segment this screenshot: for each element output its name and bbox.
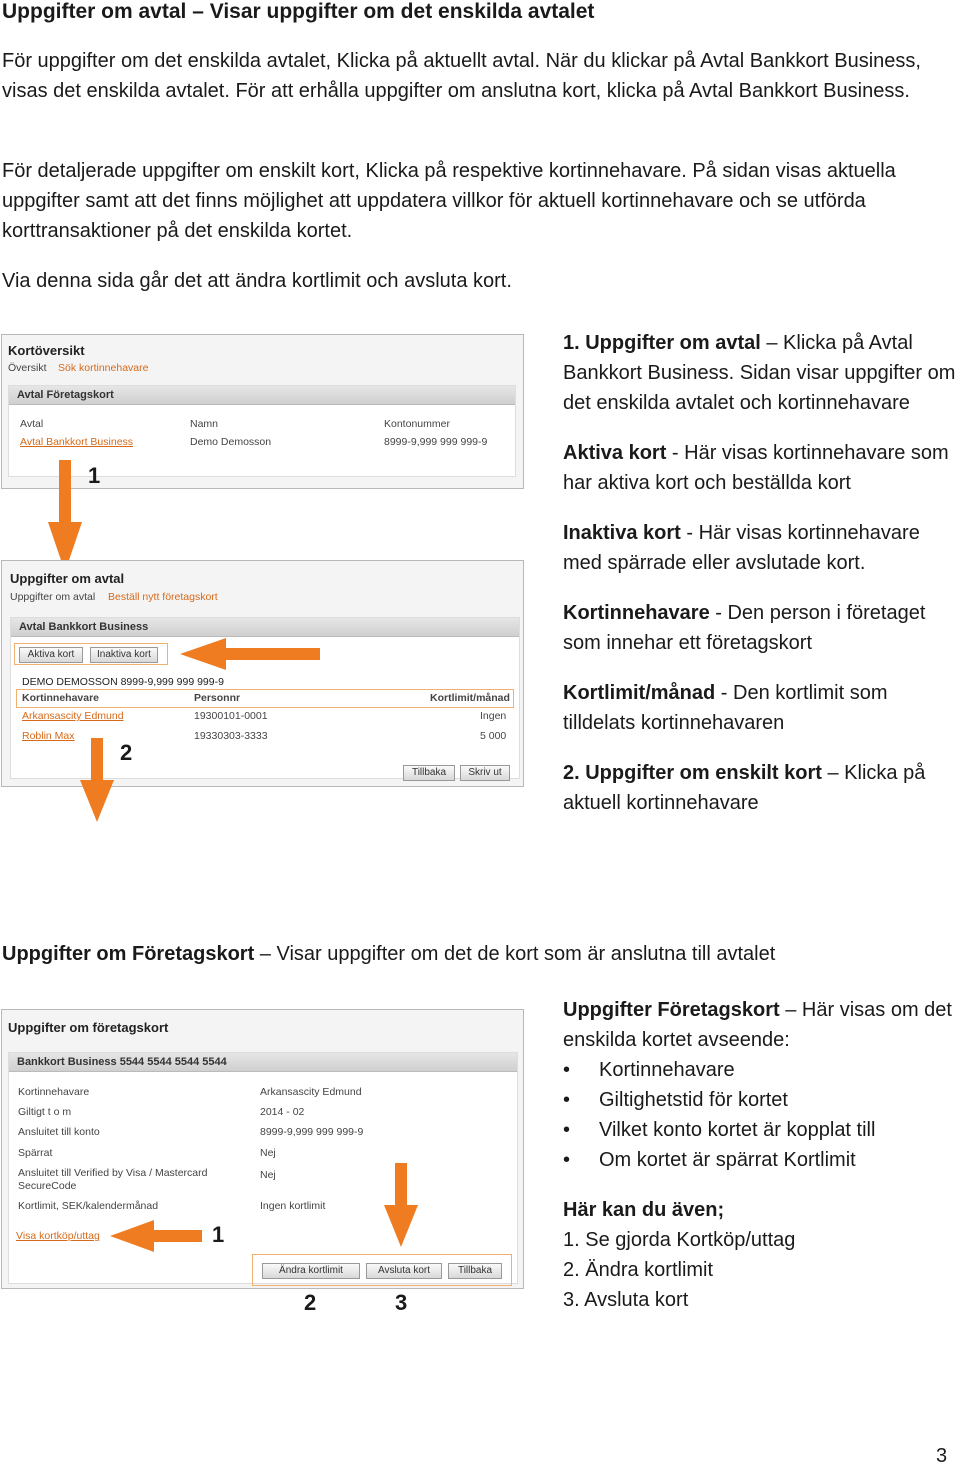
also-item: 3. Avsluta kort [563,1289,689,1311]
screen1-col-namn: Namn [190,418,219,430]
field-label: Ansluitet till konto [18,1126,100,1138]
field-value: 8999-9,999 999 999-9 [260,1126,364,1138]
field-value: 2014 - 02 [260,1106,305,1118]
marker-2: 2 [120,740,133,765]
also-item: 2. Ändra kortlimit [563,1259,714,1281]
screen1-val-namn: Demo Demosson [190,436,272,448]
arrow-down-icon [80,738,114,822]
desc-item: 1. Uppgifter om avtal – Klicka på Avtal Bankkort Business. Sidan visar uppgifter om det enskilda avtalet och kortinnehavare [563,332,956,414]
also-title: Här kan du även; [563,1199,725,1221]
tillbaka-button[interactable]: Tillbaka [448,1263,502,1279]
andra-kortlimit-button[interactable]: Ändra kortlimit [262,1263,360,1279]
screen2-bar: Avtal Bankkort Business [11,618,519,637]
screen1-heading: Kortöversikt [8,343,85,358]
desc-item: Kortinnehavare - Den person i företaget som innehar ett företagskort [563,602,926,654]
tab-inaktiva-kort[interactable]: Inaktiva kort [90,647,158,663]
screen3-heading: Uppgifter om företagskort [8,1020,169,1035]
screen2-heading: Uppgifter om avtal [10,571,125,586]
screen3-bar: Bankkort Business 5544 5544 5544 5544 [9,1053,517,1072]
section-title-avtal: Uppgifter om avtal – Visar uppgifter om det enskilda avtalet [2,0,595,23]
tab-aktiva-kort[interactable]: Aktiva kort [19,647,83,663]
arrow-left-icon [180,638,320,670]
desc-item: Aktiva kort - Här visas kortinnehavare som har aktiva kort och beställda kort [563,442,949,494]
marker-2: 2 [304,1290,317,1315]
field-label: Kortinnehavare [18,1086,90,1098]
visa-kortkop-link[interactable]: Visa kortköp/uttag [16,1230,100,1242]
bullet-item: • Giltighetstid för kortet [563,1085,958,1115]
bullet-item: • Kortinnehavare [563,1055,958,1085]
arrow-down-icon [48,460,82,572]
bullet-item: • Vilket konto kortet är kopplat till [563,1115,958,1145]
screen1-col-kontonummer: Kontonummer [384,418,450,430]
desc-intro: Uppgifter Företagskort – Här visas om det enskilda kortet avseende: [563,999,952,1051]
row-personnr: 19330303-3333 [194,730,268,742]
bullet-item: • Om kortet är spärrat Kortlimit [563,1145,958,1175]
row-name-link[interactable]: Arkansascity Edmund [22,710,124,722]
field-label: Ansluitet till Verified by Visa / Mastercard SecureCode [18,1167,208,1192]
marker-3: 3 [395,1290,408,1315]
arrow-left-icon [110,1220,202,1252]
arrow-down-icon [384,1163,418,1247]
field-value: Nej [260,1147,276,1159]
desc-item: 2. Uppgifter om enskilt kort – Klicka på aktuell kortinnehavare [563,762,926,814]
screenshot-uppgifter-foretagskort [1,1009,524,1289]
screen2-col-kortinnehavare: Kortinnehavare [22,692,100,704]
desc-item: Inaktiva kort - Här visas kortinnehavare med spärrade eller avslutade kort. [563,522,920,574]
right-col-avtal [563,328,958,818]
screen2-account: DEMO DEMOSSON 8999-9,999 999 999-9 [22,676,224,688]
screen2-nav-bestall[interactable]: Beställ nytt företagskort [108,591,218,603]
field-value: Arkansascity Edmund [260,1086,362,1098]
avsluta-kort-button[interactable]: Avsluta kort [366,1263,442,1279]
bullet-list [563,1055,958,1175]
row-name-link[interactable]: Roblin Max [22,730,75,742]
field-label: Spärrat [18,1147,53,1159]
skriv-ut-button[interactable]: Skriv ut [460,765,510,781]
right-col-foretagskort [563,995,958,1315]
desc-item: Kortlimit/månad - Den kortlimit som tilldelats kortinnehavaren [563,682,888,734]
screen1-nav-sok[interactable]: Sök kortinnehavare [58,362,149,374]
marker-1: 1 [212,1222,225,1247]
also-item: 1. Se gjorda Kortköp/uttag [563,1229,796,1251]
field-label: Kortlimit, SEK/kalendermånad [18,1200,159,1212]
screen2-col-personnr: Personnr [194,692,241,704]
screen1-val-konto: 8999-9,999 999 999-9 [384,436,488,448]
tillbaka-button[interactable]: Tillbaka [403,765,455,781]
row-limit: Ingen [480,710,507,722]
row-limit: 5 000 [480,730,507,742]
screen2-nav-uppgifter[interactable]: Uppgifter om avtal [10,591,96,603]
row-personnr: 19300101-0001 [194,710,268,722]
field-label: Giltigt t o m [18,1106,72,1118]
section-title-foretagskort: Uppgifter om Företagskort – Visar uppgifter om det de kort som är anslutna till avtalet [2,943,776,965]
screen2-col-kortlimit: Kortlimit/månad [430,692,510,704]
screen1-nav-oversikt[interactable]: Översikt [8,362,47,374]
page-number: 3 [936,1445,948,1467]
marker-1: 1 [88,463,101,488]
screen1-col-avtal: Avtal [20,418,44,430]
paragraph-kortlimit: Via denna sida går det att ändra kortlimit och avsluta kort. [2,270,512,292]
paragraph-enskilt-kort: För detaljerade uppgifter om enskilt kort, Klicka på respektive kortinnehavare. På sidan visas aktuella uppgifter samt att det finns möjlighet att uppdatera villkor för aktuell kortinnehavare och se utförda korttransaktioner på det enskilda kortet. [2,160,896,242]
screen1-bar: Avtal Företagskort [9,386,515,405]
field-value: Nej [260,1169,276,1181]
screen1-link-avtal[interactable]: Avtal Bankkort Business [20,436,134,448]
paragraph-avtal-intro: För uppgifter om det enskilda avtalet, Klicka på aktuellt avtal. När du klickar på Avtal Bankkort Business, visas det enskilda avtalet. För att erhålla uppgifter om anslutna kort, klicka på Avtal Bankkort Business. [2,50,921,102]
field-value: Ingen kortlimit [260,1200,326,1212]
